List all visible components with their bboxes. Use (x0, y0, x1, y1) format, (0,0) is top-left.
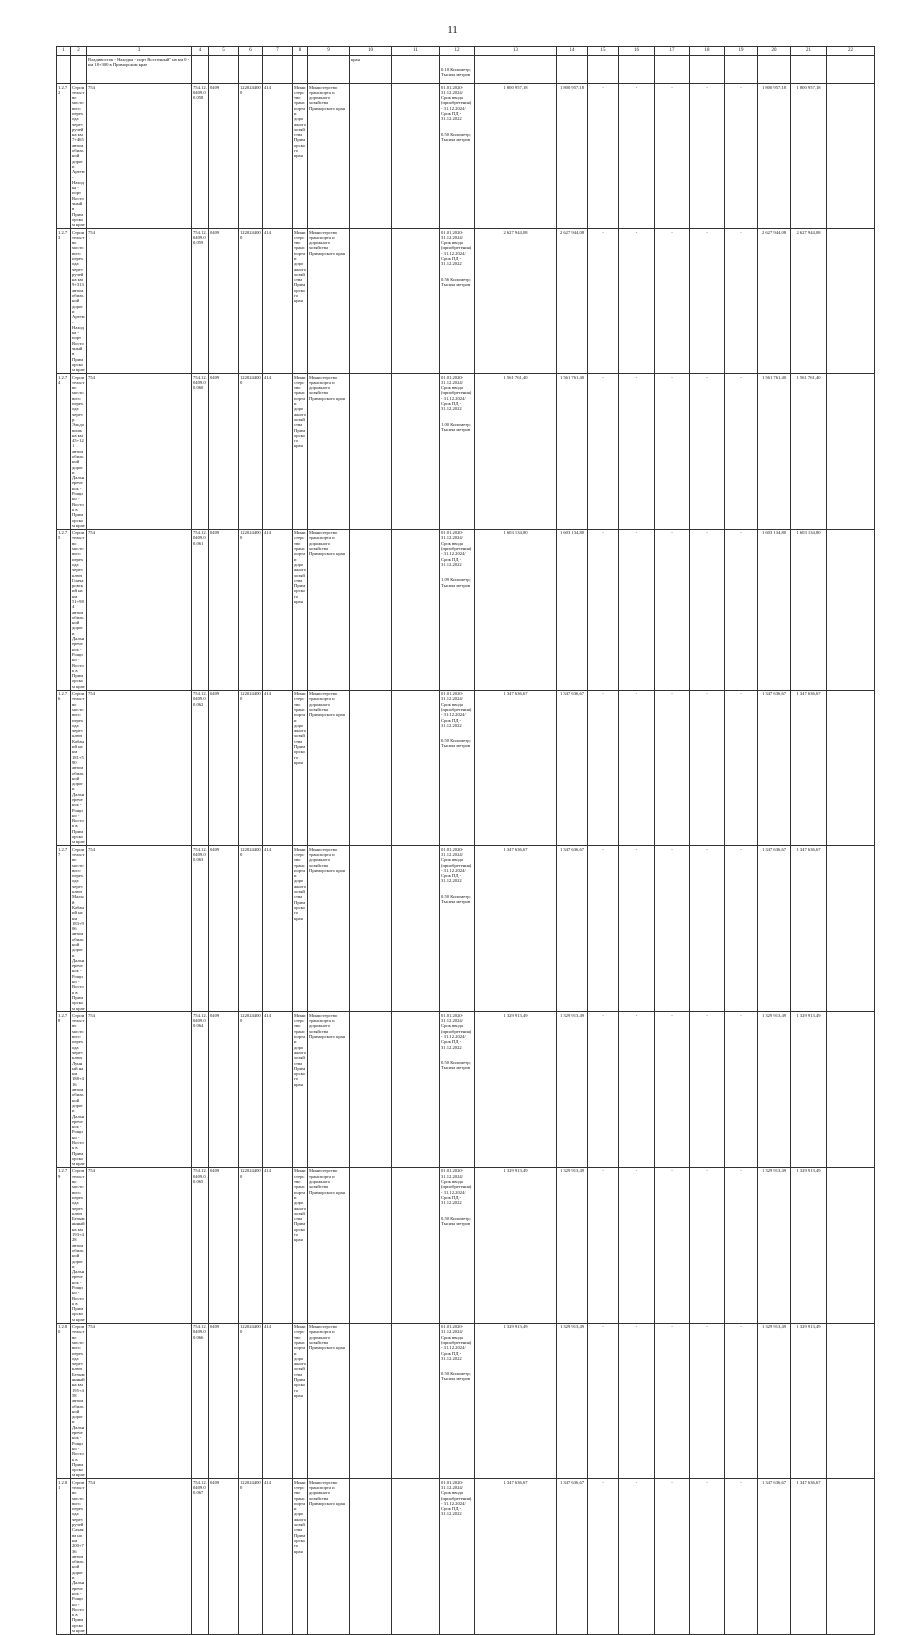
empty-value-cell: - (619, 529, 655, 690)
amount-cell: 1 347 636,67 (791, 846, 827, 1012)
empty-value-cell: - (619, 690, 655, 846)
code-cell: 414 (263, 1012, 293, 1168)
empty-value-cell: - (655, 846, 690, 1012)
customer-cell: Министерство транспорта и дорожного хозяйства Приморского края (293, 1012, 308, 1168)
code-cell: 754.12.0409.00.062 (192, 690, 209, 846)
code-cell: 122024400 0 (239, 1323, 263, 1479)
empty-value-cell: - (690, 690, 725, 846)
amount-cell: 1 347 636,67 (557, 846, 588, 1012)
table-row (57, 690, 875, 846)
header-row (57, 47, 875, 56)
code-cell: 754 (87, 1479, 192, 1635)
column-header: 10 (350, 47, 392, 56)
amount-cell: 1 329 913,49 (791, 1323, 827, 1479)
capacity-cell (440, 84, 475, 229)
amount-cell: 1 561 761,40 (791, 374, 827, 530)
code-cell: 0409 (209, 229, 239, 374)
amount-cell: 1 329 913,49 (758, 1012, 791, 1168)
code-cell: 122024400 0 (239, 1167, 263, 1323)
schedule-text: 01.01.2020-31.12.2024/ Срок ввода (приобретения) - 31.12.2024/ Срок ПД - 31.12.2022 (441, 1324, 472, 1361)
amount-cell: 1 347 636,67 (758, 1479, 791, 1635)
code-cell: 0409 (209, 84, 239, 229)
cell (350, 229, 392, 374)
row-number-cell: 1.2.80 (57, 1323, 71, 1479)
capacity-cell (440, 1167, 475, 1323)
customer-cell: Министерство транспорта и дорожного хозяйства Приморского края (293, 374, 308, 530)
capacity-text: 0.50 Километр; Тысяча метров (441, 131, 471, 142)
amount-cell: 1 329 913,49 (791, 1167, 827, 1323)
amount-cell: 1 347 636,67 (758, 690, 791, 846)
table-row (57, 529, 875, 690)
empty-value-cell: - (690, 374, 725, 530)
code-cell: 754 (87, 690, 192, 846)
customer-cell: Министерство транспорта и дорожного хозяйства Приморского края (293, 1167, 308, 1323)
amount-cell: 1 347 636,67 (758, 846, 791, 1012)
table-row (57, 1167, 875, 1323)
empty-value-cell: - (655, 1012, 690, 1168)
empty-value-cell: - (655, 690, 690, 846)
capacity-cell (440, 1323, 475, 1479)
cell (392, 1323, 440, 1479)
empty-value-cell: - (725, 1323, 758, 1479)
empty-value-cell: - (588, 1479, 619, 1635)
empty-value-cell: - (725, 1012, 758, 1168)
cell (239, 56, 263, 84)
customer-cell: Министерство транспорта и дорожного хозяйства Приморского края (293, 690, 308, 846)
column-header: 6 (239, 47, 263, 56)
cell (209, 56, 239, 84)
cell (392, 374, 440, 530)
code-cell: 414 (263, 84, 293, 229)
code-cell: 754.12.0409.00.066 (192, 1323, 209, 1479)
empty-value-cell: - (619, 1167, 655, 1323)
amount-cell: 1 347 636,67 (475, 1479, 557, 1635)
code-cell: 0409 (209, 1012, 239, 1168)
empty-value-cell: - (690, 84, 725, 229)
code-cell: 122024400 0 (239, 529, 263, 690)
amount-cell: 1 329 913,49 (557, 1012, 588, 1168)
amount-cell: 2 627 944,08 (758, 229, 791, 374)
schedule-text: 01.01.2020-31.12.2024/ Срок ввода (приобретения) - 31.12.2024/ Срок ПД - 31.12.2022 (441, 1012, 472, 1050)
cell (350, 374, 392, 530)
column-header: 4 (192, 47, 209, 56)
cell (392, 1167, 440, 1323)
empty-value-cell: - (588, 229, 619, 374)
amount-cell: 1 329 913,49 (791, 1012, 827, 1168)
capacity-cell (440, 374, 475, 530)
capacity-cell (440, 56, 475, 84)
table-row (57, 1479, 875, 1635)
capacity-text: 1.09 Километр; Тысяча метров (441, 577, 471, 588)
code-cell: 414 (263, 374, 293, 530)
cell (475, 56, 557, 84)
empty-value-cell: - (690, 1323, 725, 1479)
code-cell: 414 (263, 1167, 293, 1323)
object-name-cell: Строительство мостового перехода через ручей на км 7+465 автомобильной дороги Артем - Находка - порт Восточный в Приморском крае (72, 84, 85, 228)
cell (350, 846, 392, 1012)
empty-value-cell: - (619, 229, 655, 374)
schedule-text: 01.01.2020-31.12.2024/ Срок ввода (приобретения) - 31.12.2024/ Срок ПД - 31.12.2022 (441, 374, 472, 412)
code-cell: 754.12.0409.00.064 (192, 1012, 209, 1168)
code-cell: 754 (87, 229, 192, 374)
schedule-text: 01.01.2020-31.12.2024/ Срок ввода (приобретения) - 31.12.2024/ Срок ПД - 31.12.2022 (441, 84, 472, 122)
cell (827, 374, 875, 530)
column-header: 7 (263, 47, 293, 56)
cell (392, 846, 440, 1012)
amount-cell: 1 800 957,18 (557, 84, 588, 229)
code-cell: 414 (263, 846, 293, 1012)
cell (350, 1012, 392, 1168)
empty-value-cell: - (619, 1012, 655, 1168)
amount-cell: 1 329 913,49 (475, 1167, 557, 1323)
capacity-cell (440, 1479, 475, 1635)
code-cell: 122024400 0 (239, 1479, 263, 1635)
cell (263, 56, 293, 84)
code-cell: 0409 (209, 1323, 239, 1479)
empty-value-cell: - (655, 229, 690, 374)
empty-value-cell: - (619, 84, 655, 229)
cell (725, 56, 758, 84)
code-cell: 0409 (209, 846, 239, 1012)
code-cell: 754 (87, 529, 192, 690)
code-cell: 754.12.0409.00.067 (192, 1479, 209, 1635)
code-cell: 414 (263, 529, 293, 690)
developer-cell: Министерство транспорта и дорожного хозяйства Приморского края (308, 1323, 350, 1479)
cell (57, 56, 71, 84)
customer-cell: Министерство транспорта и дорожного хозяйства Приморского края (293, 1479, 308, 1635)
empty-value-cell: - (655, 529, 690, 690)
object-name-cell: Строительство мостового перехода через ключ Лунный на км 188+416 автомобильной дороги Дальнереченск - Рощино - Восток в Приморском крае (72, 1012, 85, 1167)
cell (350, 529, 392, 690)
table-body (57, 56, 875, 1635)
amount-cell: 1 347 636,67 (475, 690, 557, 846)
column-header: 20 (758, 47, 791, 56)
amount-cell: 1 329 913,49 (557, 1167, 588, 1323)
amount-cell: 1 603 134,80 (758, 529, 791, 690)
cell (350, 84, 392, 229)
cell (827, 56, 875, 84)
code-cell: 414 (263, 690, 293, 846)
empty-value-cell: - (690, 1479, 725, 1635)
cell (392, 690, 440, 846)
code-cell: 0409 (209, 529, 239, 690)
object-name-cell: Строительство мостового перехода через ключ Кабаний на км 181+590 автомобильной дороги Дальнереченск - Рощино - Восток в Приморском крае (72, 691, 85, 845)
row-number-cell: 1.2.79 (57, 1167, 71, 1323)
code-cell: 0409 (209, 1479, 239, 1635)
amount-cell: 1 329 913,49 (475, 1012, 557, 1168)
developer-cell: Министерство транспорта и дорожного хозяйства Приморского края (308, 374, 350, 530)
capacity-text: 0.50 Километр; Тысяча метров (441, 1371, 471, 1382)
empty-value-cell: - (725, 229, 758, 374)
object-name-cell: Строительство мостового перехода через ручей на км 9+313 автомобильной дороги Артем - Находка - порт Восточный в Приморском крае (72, 229, 85, 373)
amount-cell: 2 627 944,08 (557, 229, 588, 374)
row-number-cell: 1.2.73 (57, 229, 71, 374)
code-cell: 754.12.0409.00.065 (192, 1167, 209, 1323)
empty-value-cell: - (690, 1167, 725, 1323)
amount-cell: 1 561 761,40 (475, 374, 557, 530)
column-header: 8 (293, 47, 308, 56)
developer-cell: Министерство транспорта и дорожного хозяйства Приморского края (308, 1167, 350, 1323)
cell (350, 1167, 392, 1323)
object-name-cell: Владивосток - Находка - порт Восточный" на км 0 - км 18+300 в Приморском крае (87, 56, 192, 84)
capacity-cell (440, 529, 475, 690)
amount-cell: 1 603 134,80 (557, 529, 588, 690)
table-row (57, 84, 875, 229)
code-cell: 414 (263, 1323, 293, 1479)
amount-cell: 1 347 636,67 (791, 1479, 827, 1635)
code-cell: 754.12.0409.00.058 (192, 84, 209, 229)
empty-value-cell: - (690, 229, 725, 374)
row-number-cell: 1.2.81 (57, 1479, 71, 1635)
object-name-cell: Строительство мостового перехода через ключ Безымянный на км 195+458 автомобильной дороги Дальнереченск - Рощино - Восток в Приморском крае (72, 1324, 85, 1478)
code-cell: 0409 (209, 1167, 239, 1323)
page-number: 11 (447, 24, 458, 36)
cell (392, 1479, 440, 1635)
code-cell: 754.12.0409.00.060 (192, 374, 209, 530)
column-header: 14 (557, 47, 588, 56)
capacity-text: 0.50 Километр; Тысяча метров (441, 1059, 471, 1071)
table-row (57, 229, 875, 374)
cell (827, 690, 875, 846)
object-name-cell: Строительство мостового перехода через ключ Малый Кабаний на км 183+906 автомобильной дороги Дальнереченск - Рощино - Восток в Приморском крае (72, 846, 85, 1011)
empty-value-cell: - (725, 374, 758, 530)
amount-cell: 1 329 913,49 (557, 1323, 588, 1479)
empty-value-cell: - (619, 846, 655, 1012)
schedule-text: 01.01.2020-31.12.2024/ Срок ввода (приобретения) - 31.12.2024/ Срок ПД - 31.12.2022 (441, 229, 472, 267)
capacity-text: 0.50 Километр; Тысяча метров (441, 738, 471, 749)
amount-cell: 1 329 913,49 (475, 1323, 557, 1479)
empty-value-cell: - (588, 529, 619, 690)
empty-value-cell: - (619, 374, 655, 530)
cell (392, 229, 440, 374)
row-number-cell: 1.2.76 (57, 690, 71, 846)
cell (192, 56, 209, 84)
capacity-text: 0.50 Километр; Тысяча метров (441, 893, 471, 905)
empty-value-cell: - (588, 84, 619, 229)
column-header: 1 (57, 47, 71, 56)
empty-value-cell: - (655, 374, 690, 530)
cell (690, 56, 725, 84)
cell (588, 56, 619, 84)
object-name-cell: Строительство мостового перехода через р. Эльдовошь на км 45+121 автомобильной дороги Дальнереченск - Рощино - Восток в Приморском крае (72, 374, 85, 528)
row-number-cell: 1.2.75 (57, 529, 71, 690)
empty-value-cell: - (690, 1012, 725, 1168)
row-number-cell: 1.2.78 (57, 1012, 71, 1168)
developer-cell: Министерство транспорта и дорожного хозяйства Приморского края (308, 1012, 350, 1168)
amount-cell: 1 347 636,67 (557, 1479, 588, 1635)
code-cell: 122024400 0 (239, 84, 263, 229)
column-header: 19 (725, 47, 758, 56)
empty-value-cell: - (655, 1479, 690, 1635)
schedule-text: 01.01.2020-31.12.2024/ Срок ввода (приобретения) - 31.12.2024/ Срок ПД - 31.12.2022 (441, 530, 472, 567)
cell (619, 56, 655, 84)
table-row (57, 374, 875, 530)
column-header: 9 (308, 47, 350, 56)
amount-cell: 1 347 636,67 (557, 690, 588, 846)
row-number-cell: 1.2.72 (57, 84, 71, 229)
cell (827, 529, 875, 690)
schedule-text: 01.01.2020-31.12.2024/ Срок ввода (приобретения) - 31.12.2024/ Срок ПД - 31.12.2022 (441, 691, 472, 728)
capacity-text: 0.56 Километр; Тысяча метров (441, 276, 471, 287)
empty-value-cell: - (725, 1479, 758, 1635)
developer-cell: Министерство транспорта и дорожного хозяйства Приморского края (308, 846, 350, 1012)
table-row (57, 1012, 875, 1168)
cell (827, 229, 875, 374)
column-header: 2 (71, 47, 87, 56)
code-cell: 754.12.0409.00.061 (192, 529, 209, 690)
amount-cell: 1 800 957,18 (758, 84, 791, 229)
code-cell: 414 (263, 229, 293, 374)
code-cell: 754.12.0409.00.059 (192, 229, 209, 374)
column-header: 18 (690, 47, 725, 56)
empty-value-cell: - (725, 529, 758, 690)
schedule-text: 01.01.2020-31.12.2024/ Срок ввода (приобретения) - 31.12.2024/ Срок ПД - 31.12.2022 (441, 1479, 472, 1517)
code-cell: 122024400 0 (239, 690, 263, 846)
code-cell: 754 (87, 1323, 192, 1479)
code-cell: 754 (87, 84, 192, 229)
amount-cell: 1 800 957,18 (791, 84, 827, 229)
cell (655, 56, 690, 84)
cell (758, 56, 791, 84)
column-header: 15 (588, 47, 619, 56)
table-row (57, 1323, 875, 1479)
amount-cell: 2 627 944,08 (791, 229, 827, 374)
cell (827, 846, 875, 1012)
cell (392, 84, 440, 229)
cell (71, 56, 87, 84)
column-header: 13 (475, 47, 557, 56)
empty-value-cell: - (655, 84, 690, 229)
column-header: 16 (619, 47, 655, 56)
customer-cell: Министерство транспорта и дорожного хозяйства Приморского края (293, 529, 308, 690)
code-cell: 122024400 0 (239, 1012, 263, 1168)
column-header: 12 (440, 47, 475, 56)
column-header: 11 (392, 47, 440, 56)
empty-value-cell: - (690, 529, 725, 690)
code-cell: 122024400 0 (239, 846, 263, 1012)
cell (827, 1323, 875, 1479)
empty-value-cell: - (690, 846, 725, 1012)
schedule-text: 01.01.2020-31.12.2024/ Срок ввода (приобретения) - 31.12.2024/ Срок ПД - 31.12.2022 (441, 846, 472, 884)
amount-cell: 2 627 944,08 (475, 229, 557, 374)
cell (350, 690, 392, 846)
column-header: 3 (87, 47, 192, 56)
object-name-cell: Строительство мостового перехода через ключ Безымянный на км 193+428 автомобильной дороги Дальнереченск - Рощино - Восток в Приморском крае (72, 1168, 85, 1322)
row-number-cell: 1.2.74 (57, 374, 71, 530)
empty-value-cell: - (725, 1167, 758, 1323)
cell (308, 56, 350, 84)
cell (791, 56, 827, 84)
table-row (57, 846, 875, 1012)
code-cell: 754 (87, 1167, 192, 1323)
cell (350, 1323, 392, 1479)
empty-value-cell: - (655, 1323, 690, 1479)
cell (557, 56, 588, 84)
code-cell: 754 (87, 374, 192, 530)
amount-cell: 1 800 957,18 (475, 84, 557, 229)
empty-value-cell: - (725, 690, 758, 846)
code-cell: 754.12.0409.00.063 (192, 846, 209, 1012)
amount-cell: 1 329 913,49 (758, 1323, 791, 1479)
amount-cell: 1 603 134,80 (791, 529, 827, 690)
object-name-cell: Строительство мостового перехода через ручей Сахаява на км 200+736 автомобильной дороги Дальнереченск - Рощино - Восток в Приморском крае (72, 1479, 85, 1633)
cell (392, 56, 440, 84)
column-header: 21 (791, 47, 827, 56)
cell (827, 1479, 875, 1635)
empty-value-cell: - (588, 846, 619, 1012)
amount-cell: 1 561 761,40 (758, 374, 791, 530)
cell: края (350, 56, 392, 84)
code-cell: 414 (263, 1479, 293, 1635)
column-header: 17 (655, 47, 690, 56)
capacity-cell (440, 229, 475, 374)
customer-cell: Министерство транспорта и дорожного хозяйства Приморского края (293, 846, 308, 1012)
code-cell: 754 (87, 846, 192, 1012)
budget-table (56, 46, 875, 1635)
cell (293, 56, 308, 84)
column-header: 5 (209, 47, 239, 56)
empty-value-cell: - (588, 374, 619, 530)
empty-value-cell: - (588, 1323, 619, 1479)
developer-cell: Министерство транспорта и дорожного хозяйства Приморского края (308, 529, 350, 690)
code-cell: 122024400 0 (239, 374, 263, 530)
cell (392, 529, 440, 690)
code-cell: 122024400 0 (239, 229, 263, 374)
capacity-cell (440, 846, 475, 1012)
column-header: 22 (827, 47, 875, 56)
table-row-continuation (57, 56, 875, 84)
row-number-cell: 1.2.77 (57, 846, 71, 1012)
empty-value-cell: - (619, 1323, 655, 1479)
code-cell: 0409 (209, 374, 239, 530)
developer-cell: Министерство транспорта и дорожного хозяйства Приморского края (308, 690, 350, 846)
empty-value-cell: - (588, 690, 619, 846)
empty-value-cell: - (619, 1479, 655, 1635)
empty-value-cell: - (655, 1167, 690, 1323)
empty-value-cell: - (725, 846, 758, 1012)
developer-cell: Министерство транспорта и дорожного хозяйства Приморского края (308, 229, 350, 374)
capacity-text: 1.00 Километр; Тысяча метров (441, 421, 471, 432)
object-name-cell: Строительство мостового перехода через ключ Гончаровский на км 51+984 автомобильной дороги Дальнереченск - Рощино - Восток в Приморском крае (72, 530, 85, 689)
customer-cell: Министерство транспорта и дорожного хозяйства Приморского края (293, 84, 308, 229)
developer-cell: Министерство транспорта и дорожного хозяйства Приморского края (308, 84, 350, 229)
capacity-text: 0.10 Километр; Тысяча метров (441, 66, 471, 77)
empty-value-cell: - (725, 84, 758, 229)
amount-cell: 1 347 636,67 (791, 690, 827, 846)
amount-cell: 1 603 134,80 (475, 529, 557, 690)
customer-cell: Министерство транспорта и дорожного хозяйства Приморского края (293, 229, 308, 374)
schedule-text: 01.01.2020-31.12.2024/ Срок ввода (приобретения) - 31.12.2024/ Срок ПД - 31.12.2022 (441, 1168, 472, 1206)
developer-cell: Министерство транспорта и дорожного хозяйства Приморского края (308, 1479, 350, 1635)
cell (350, 1479, 392, 1635)
code-cell: 0409 (209, 690, 239, 846)
capacity-cell (440, 1012, 475, 1168)
amount-cell: 1 561 761,40 (557, 374, 588, 530)
empty-value-cell: - (588, 1167, 619, 1323)
amount-cell: 1 347 636,67 (475, 846, 557, 1012)
amount-cell: 1 329 913,49 (758, 1167, 791, 1323)
cell (827, 1167, 875, 1323)
capacity-cell (440, 690, 475, 846)
customer-cell: Министерство транспорта и дорожного хозяйства Приморского края (293, 1323, 308, 1479)
cell (392, 1012, 440, 1168)
code-cell: 754 (87, 1012, 192, 1168)
cell (827, 84, 875, 229)
empty-value-cell: - (588, 1012, 619, 1168)
cell (827, 1012, 875, 1168)
capacity-text: 0.50 Километр; Тысяча метров (441, 1215, 471, 1226)
